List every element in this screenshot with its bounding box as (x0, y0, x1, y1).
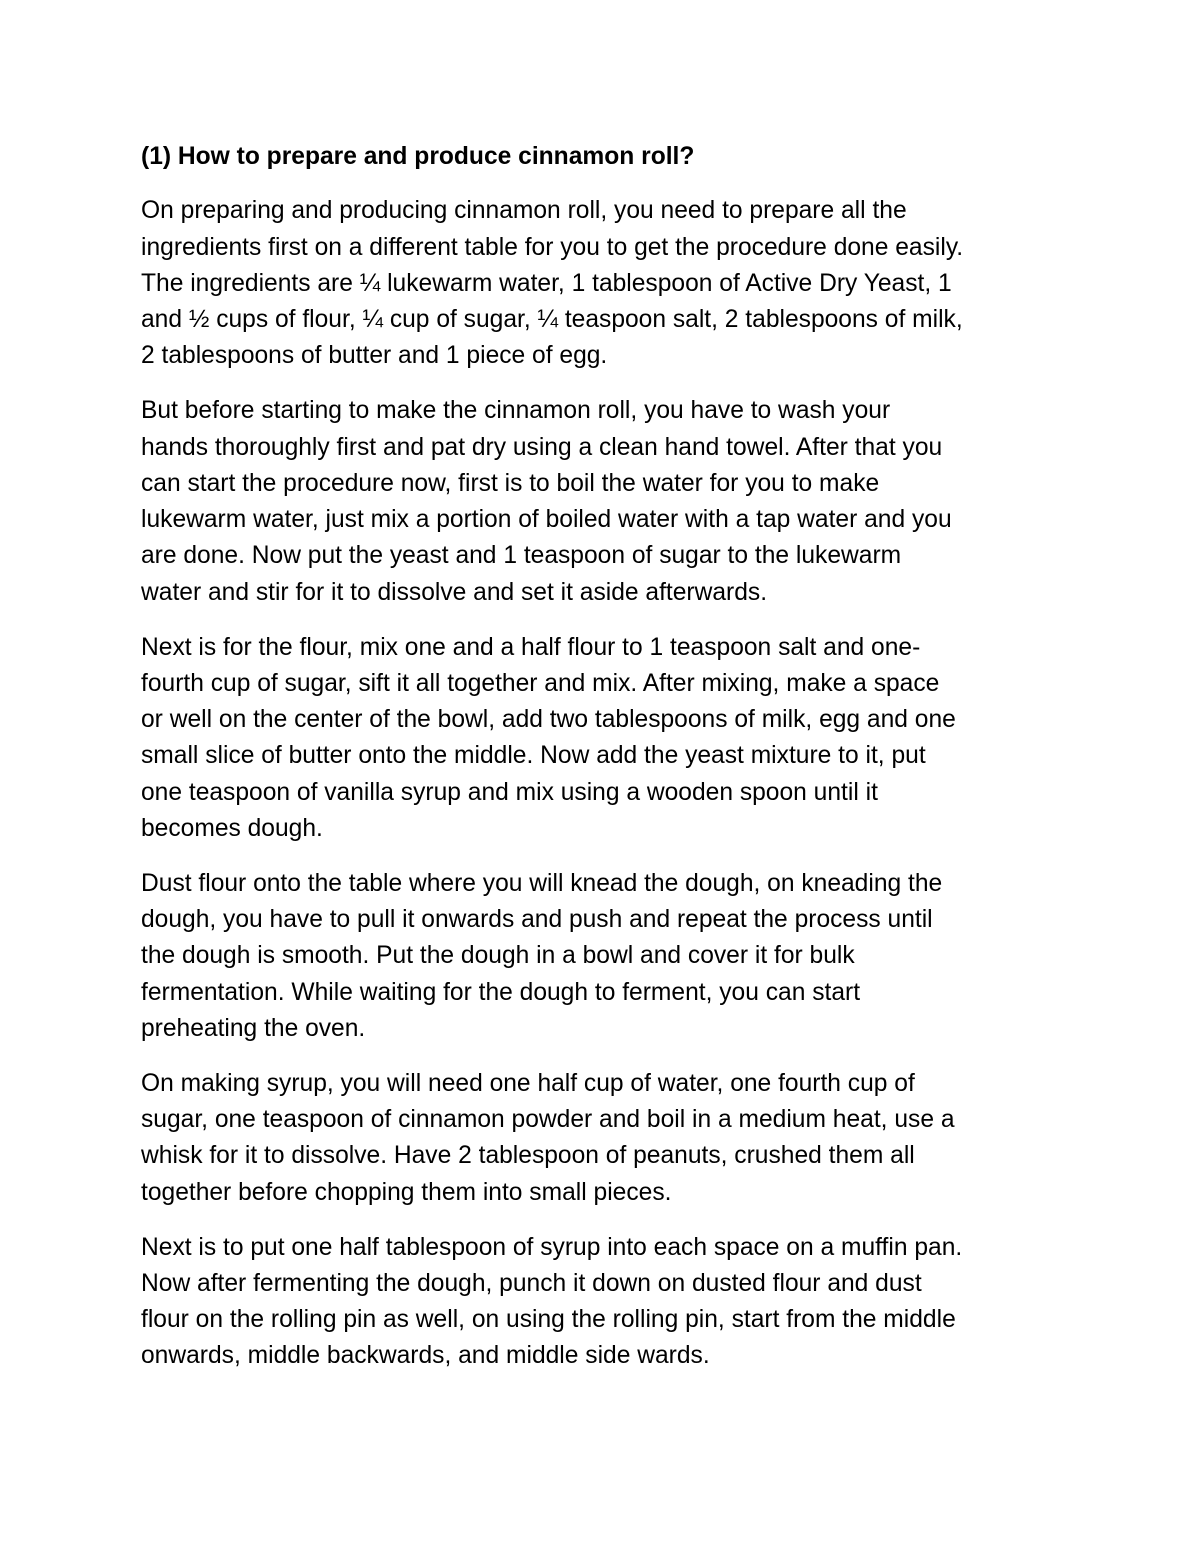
text-line: sugar, one teaspoon of cinnamon powder and boil in a medium heat, use a (141, 1106, 955, 1134)
paragraph-kneading (141, 866, 1071, 1047)
text-line: small slice of butter onto the middle. Now add the yeast mixture to it, put (141, 742, 926, 770)
text-line: the dough is smooth. Put the dough in a bowl and cover it for bulk (141, 942, 855, 970)
text-line: and ½ cups of flour, ¼ cup of sugar, ¼ teaspoon salt, 2 tablespoons of milk, (141, 306, 963, 334)
text-line: or well on the center of the bowl, add two tablespoons of milk, egg and one (141, 706, 956, 734)
text-line: 2 tablespoons of butter and 1 piece of egg. (141, 342, 608, 370)
text-line: water and stir for it to dissolve and set it aside afterwards. (141, 578, 768, 606)
text-line: Dust flour onto the table where you will knead the dough, on kneading the (141, 869, 943, 897)
text-line: hands thoroughly first and pat dry using a clean hand towel. After that you (141, 433, 943, 461)
text-line: lukewarm water, just mix a portion of boiled water with a tap water and you (141, 506, 952, 534)
text-line: On preparing and producing cinnamon roll, you need to prepare all the (141, 197, 907, 225)
document-heading: (1) How to prepare and produce cinnamon roll? (141, 143, 695, 170)
text-line: becomes dough. (141, 815, 323, 843)
paragraph-preparation (141, 393, 1071, 611)
text-line: Next is to put one half tablespoon of syrup into each space on a muffin pan. (141, 1233, 963, 1261)
text-line: fermentation. While waiting for the dough to ferment, you can start (141, 978, 861, 1006)
text-line: one teaspoon of vanilla syrup and mix using a wooden spoon until it (141, 778, 878, 806)
text-line: dough, you have to pull it onwards and push and repeat the process until (141, 906, 933, 934)
text-line: are done. Now put the yeast and 1 teaspoon of sugar to the lukewarm (141, 542, 902, 570)
paragraph-syrup (141, 1066, 1071, 1211)
text-line: preheating the oven. (141, 1015, 366, 1043)
text-line: The ingredients are ¼ lukewarm water, 1 tablespoon of Active Dry Yeast, 1 (141, 269, 952, 297)
text-line: Now after fermenting the dough, punch it down on dusted flour and dust (141, 1269, 922, 1297)
text-line: can start the procedure now, first is to boil the water for you to make (141, 469, 880, 497)
text-line: together before chopping them into small pieces. (141, 1178, 672, 1206)
text-line: Next is for the flour, mix one and a half flour to 1 teaspoon salt and one- (141, 633, 921, 661)
text-line: fourth cup of sugar, sift it all together and mix. After mixing, make a space (141, 669, 940, 697)
text-line: whisk for it to dissolve. Have 2 tablespoon of peanuts, crushed them all (141, 1142, 915, 1170)
text-line: On making syrup, you will need one half cup of water, one fourth cup of (141, 1069, 915, 1097)
text-line: ingredients first on a different table for you to get the procedure done easily. (141, 233, 964, 261)
paragraph-ingredients (141, 193, 1071, 374)
text-line: But before starting to make the cinnamon roll, you have to wash your (141, 397, 891, 425)
text-line: onwards, middle backwards, and middle side wards. (141, 1342, 710, 1370)
paragraph-rolling (141, 1230, 1071, 1375)
document-page (141, 139, 1071, 1393)
paragraph-flour-mixing (141, 630, 1071, 848)
text-line: flour on the rolling pin as well, on using the rolling pin, start from the middle (141, 1306, 956, 1334)
